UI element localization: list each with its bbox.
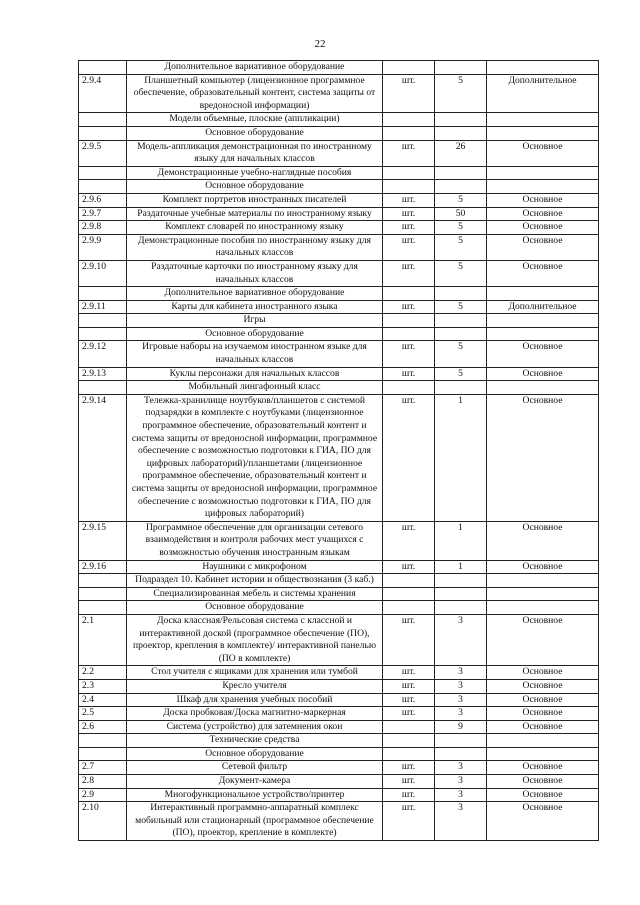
row-type-cell: Основное	[487, 207, 599, 221]
row-unit-cell: шт.	[383, 802, 435, 841]
row-quantity-cell	[435, 314, 487, 328]
row-number-cell	[79, 287, 127, 301]
row-quantity-cell	[435, 166, 487, 180]
row-type-cell: Основное	[487, 761, 599, 775]
row-unit-cell	[383, 126, 435, 140]
row-unit-cell: шт.	[383, 614, 435, 665]
row-type-cell	[487, 747, 599, 761]
row-name-cell: Куклы персонажи для начальных классов	[127, 367, 383, 381]
row-name-cell: Демонстрационные пособия по иностранному языку для начальных классов	[127, 234, 383, 260]
table-row	[79, 234, 599, 260]
row-type-cell: Дополнительное	[487, 300, 599, 314]
row-type-cell: Основное	[487, 521, 599, 560]
row-unit-cell	[383, 381, 435, 395]
table-section-header-row	[79, 113, 599, 127]
table-row	[79, 707, 599, 721]
row-name-cell: Игры	[127, 314, 383, 328]
row-type-cell	[487, 287, 599, 301]
row-type-cell: Основное	[487, 666, 599, 680]
row-quantity-cell: 5	[435, 367, 487, 381]
table-row	[79, 788, 599, 802]
row-quantity-cell: 3	[435, 802, 487, 841]
row-number-cell	[79, 747, 127, 761]
equipment-table	[78, 60, 599, 841]
table-row	[79, 140, 599, 166]
row-name-cell: Комплект словарей по иностранному языку	[127, 221, 383, 235]
row-unit-cell: шт.	[383, 788, 435, 802]
row-number-cell: 2.3	[79, 679, 127, 693]
row-number-cell: 2.7	[79, 761, 127, 775]
row-quantity-cell: 1	[435, 521, 487, 560]
row-name-cell: Планшетный компьютер (лицензионное программное обеспечение, образовательный контент, система защиты от вредоносной информации)	[127, 74, 383, 113]
row-name-cell: Интерактивный программно-аппаратный комплекс мобильный или стационарный (программное обеспечение (ПО), проектор, крепление в комплекте)	[127, 802, 383, 841]
row-type-cell: Основное	[487, 788, 599, 802]
row-quantity-cell: 5	[435, 74, 487, 113]
row-number-cell: 2.9	[79, 788, 127, 802]
row-unit-cell: шт.	[383, 260, 435, 286]
row-quantity-cell: 1	[435, 394, 487, 521]
table-section-header-row	[79, 601, 599, 615]
row-type-cell: Основное	[487, 693, 599, 707]
row-number-cell: 2.6	[79, 720, 127, 734]
row-quantity-cell	[435, 381, 487, 395]
row-unit-cell	[383, 574, 435, 588]
row-name-cell: Сетевой фильтр	[127, 761, 383, 775]
table-section-header-row	[79, 587, 599, 601]
row-type-cell: Дополнительное	[487, 74, 599, 113]
row-number-cell	[79, 327, 127, 341]
row-unit-cell: шт.	[383, 234, 435, 260]
row-unit-cell: шт.	[383, 367, 435, 381]
row-unit-cell: шт.	[383, 707, 435, 721]
row-type-cell: Основное	[487, 193, 599, 207]
row-type-cell: Основное	[487, 720, 599, 734]
row-number-cell	[79, 180, 127, 194]
row-quantity-cell: 1	[435, 560, 487, 574]
row-type-cell: Основное	[487, 802, 599, 841]
row-unit-cell	[383, 166, 435, 180]
row-unit-cell	[383, 314, 435, 328]
row-quantity-cell: 3	[435, 679, 487, 693]
row-number-cell	[79, 61, 127, 75]
row-name-cell: Документ-камера	[127, 775, 383, 789]
table-row	[79, 341, 599, 367]
row-type-cell: Основное	[487, 679, 599, 693]
row-unit-cell	[383, 747, 435, 761]
row-quantity-cell: 3	[435, 761, 487, 775]
row-quantity-cell	[435, 113, 487, 127]
row-unit-cell: шт.	[383, 221, 435, 235]
table-row	[79, 614, 599, 665]
row-unit-cell	[383, 587, 435, 601]
table-section-header-row	[79, 287, 599, 301]
row-name-cell: Кресло учителя	[127, 679, 383, 693]
table-row	[79, 394, 599, 521]
row-number-cell: 2.9.15	[79, 521, 127, 560]
row-type-cell: Основное	[487, 775, 599, 789]
table-section-header-row	[79, 180, 599, 194]
table-section-header-row	[79, 381, 599, 395]
table-row	[79, 775, 599, 789]
equipment-table-body	[79, 61, 599, 841]
row-unit-cell	[383, 61, 435, 75]
row-type-cell	[487, 166, 599, 180]
row-quantity-cell: 5	[435, 260, 487, 286]
row-quantity-cell: 5	[435, 234, 487, 260]
table-row	[79, 693, 599, 707]
row-type-cell: Основное	[487, 234, 599, 260]
row-name-cell: Модели объемные, плоские (аппликации)	[127, 113, 383, 127]
table-section-header-row	[79, 747, 599, 761]
row-name-cell: Доска пробковая/Доска магнитно-маркерная	[127, 707, 383, 721]
row-number-cell: 2.9.11	[79, 300, 127, 314]
row-name-cell: Программное обеспечение для организации сетевого взаимодействия и контроля рабочих мест учащихся с возможностью обучения иностранным языкам	[127, 521, 383, 560]
table-row	[79, 74, 599, 113]
row-number-cell: 2.2	[79, 666, 127, 680]
table-row	[79, 521, 599, 560]
row-number-cell: 2.9.12	[79, 341, 127, 367]
row-number-cell: 2.9.5	[79, 140, 127, 166]
row-unit-cell: шт.	[383, 521, 435, 560]
row-quantity-cell	[435, 180, 487, 194]
row-unit-cell	[383, 734, 435, 748]
row-name-cell: Тележка-хранилище ноутбуков/планшетов с системой подзарядки в комплекте с ноутбуками (лицензионное программное обеспечение, образовательный контент и система защиты от вредоносной информации, программное обеспечение с возможностью подготовки к ГИА, ПО для цифровых лабораторий)/планшетами (лицензионное программное обеспечение, образовательный контент и система защиты от вредоносной информации, программное обеспечение с возможностью подготовки к ГИА, ПО для цифровых лабораторий)	[127, 394, 383, 521]
row-name-cell: Карты для кабинета иностранного языка	[127, 300, 383, 314]
row-type-cell	[487, 381, 599, 395]
row-unit-cell	[383, 720, 435, 734]
table-section-header-row	[79, 314, 599, 328]
row-quantity-cell: 5	[435, 300, 487, 314]
table-section-header-row	[79, 734, 599, 748]
row-quantity-cell	[435, 574, 487, 588]
row-unit-cell: шт.	[383, 193, 435, 207]
table-section-header-row	[79, 327, 599, 341]
row-number-cell: 2.9.10	[79, 260, 127, 286]
row-type-cell: Основное	[487, 221, 599, 235]
row-name-cell: Дополнительное вариативное оборудование	[127, 287, 383, 301]
row-quantity-cell	[435, 747, 487, 761]
table-section-header-row	[79, 61, 599, 75]
row-number-cell: 2.9.7	[79, 207, 127, 221]
row-quantity-cell: 5	[435, 341, 487, 367]
row-unit-cell: шт.	[383, 679, 435, 693]
row-unit-cell	[383, 287, 435, 301]
row-quantity-cell	[435, 327, 487, 341]
row-type-cell: Основное	[487, 367, 599, 381]
row-type-cell	[487, 734, 599, 748]
row-name-cell: Основное оборудование	[127, 180, 383, 194]
row-number-cell	[79, 601, 127, 615]
row-unit-cell: шт.	[383, 300, 435, 314]
table-row	[79, 802, 599, 841]
row-quantity-cell	[435, 734, 487, 748]
row-number-cell	[79, 126, 127, 140]
row-unit-cell: шт.	[383, 341, 435, 367]
row-name-cell: Подраздел 10. Кабинет истории и обществознания (3 каб.)	[127, 574, 383, 588]
row-type-cell	[487, 180, 599, 194]
row-number-cell	[79, 314, 127, 328]
row-unit-cell: шт.	[383, 693, 435, 707]
row-number-cell: 2.4	[79, 693, 127, 707]
row-name-cell: Мобильный лингафонный класс	[127, 381, 383, 395]
row-quantity-cell: 3	[435, 666, 487, 680]
row-unit-cell	[383, 601, 435, 615]
row-type-cell	[487, 61, 599, 75]
row-number-cell	[79, 381, 127, 395]
row-number-cell: 2.5	[79, 707, 127, 721]
row-number-cell: 2.9.13	[79, 367, 127, 381]
row-number-cell: 2.9.16	[79, 560, 127, 574]
row-name-cell: Шкаф для хранения учебных пособий	[127, 693, 383, 707]
row-number-cell: 2.9.8	[79, 221, 127, 235]
row-type-cell	[487, 314, 599, 328]
row-quantity-cell: 5	[435, 221, 487, 235]
row-type-cell	[487, 126, 599, 140]
table-row	[79, 207, 599, 221]
row-number-cell	[79, 734, 127, 748]
row-quantity-cell: 5	[435, 193, 487, 207]
row-name-cell: Технические средства	[127, 734, 383, 748]
row-type-cell: Основное	[487, 614, 599, 665]
table-row	[79, 221, 599, 235]
row-type-cell: Основное	[487, 140, 599, 166]
row-number-cell: 2.9.4	[79, 74, 127, 113]
row-name-cell: Основное оборудование	[127, 601, 383, 615]
row-unit-cell: шт.	[383, 775, 435, 789]
row-unit-cell: шт.	[383, 74, 435, 113]
row-unit-cell	[383, 180, 435, 194]
table-section-header-row	[79, 574, 599, 588]
row-quantity-cell: 3	[435, 614, 487, 665]
row-unit-cell: шт.	[383, 394, 435, 521]
row-unit-cell	[383, 113, 435, 127]
row-unit-cell: шт.	[383, 140, 435, 166]
row-quantity-cell: 3	[435, 788, 487, 802]
row-name-cell: Многофункциональное устройство/принтер	[127, 788, 383, 802]
row-type-cell	[487, 587, 599, 601]
row-unit-cell: шт.	[383, 207, 435, 221]
row-type-cell: Основное	[487, 260, 599, 286]
table-row	[79, 367, 599, 381]
row-quantity-cell: 26	[435, 140, 487, 166]
row-number-cell	[79, 166, 127, 180]
row-quantity-cell: 9	[435, 720, 487, 734]
page-number: 22	[314, 38, 326, 50]
row-name-cell: Модель-аппликация демонстрационная по иностранному языку для начальных классов	[127, 140, 383, 166]
row-type-cell	[487, 327, 599, 341]
row-type-cell: Основное	[487, 707, 599, 721]
row-number-cell: 2.8	[79, 775, 127, 789]
row-quantity-cell: 3	[435, 693, 487, 707]
table-row	[79, 666, 599, 680]
row-number-cell: 2.1	[79, 614, 127, 665]
row-number-cell: 2.9.9	[79, 234, 127, 260]
row-number-cell	[79, 574, 127, 588]
row-name-cell: Наушники с микрофоном	[127, 560, 383, 574]
row-number-cell	[79, 587, 127, 601]
row-name-cell: Комплект портретов иностранных писателей	[127, 193, 383, 207]
row-quantity-cell: 3	[435, 775, 487, 789]
row-type-cell	[487, 113, 599, 127]
row-quantity-cell	[435, 587, 487, 601]
row-name-cell: Основное оборудование	[127, 747, 383, 761]
row-number-cell: 2.9.6	[79, 193, 127, 207]
table-section-header-row	[79, 126, 599, 140]
row-number-cell: 2.10	[79, 802, 127, 841]
table-row	[79, 560, 599, 574]
row-name-cell: Игровые наборы на изучаемом иностранном языке для начальных классов	[127, 341, 383, 367]
row-number-cell: 2.9.14	[79, 394, 127, 521]
table-row	[79, 720, 599, 734]
table-section-header-row	[79, 166, 599, 180]
row-unit-cell: шт.	[383, 666, 435, 680]
row-name-cell: Дополнительное вариативное оборудование	[127, 61, 383, 75]
row-unit-cell	[383, 327, 435, 341]
row-name-cell: Основное оборудование	[127, 327, 383, 341]
row-type-cell	[487, 601, 599, 615]
row-name-cell: Система (устройство) для затемнения окон	[127, 720, 383, 734]
row-name-cell: Стол учителя с ящиками для хранения или тумбой	[127, 666, 383, 680]
row-quantity-cell	[435, 287, 487, 301]
row-name-cell: Основное оборудование	[127, 126, 383, 140]
row-name-cell: Демонстрационные учебно-наглядные пособия	[127, 166, 383, 180]
row-type-cell	[487, 574, 599, 588]
row-quantity-cell	[435, 126, 487, 140]
row-unit-cell: шт.	[383, 560, 435, 574]
row-quantity-cell: 50	[435, 207, 487, 221]
table-row	[79, 260, 599, 286]
row-name-cell: Раздаточные карточки по иностранному языку для начальных классов	[127, 260, 383, 286]
row-name-cell: Раздаточные учебные материалы по иностранному языку	[127, 207, 383, 221]
row-quantity-cell	[435, 601, 487, 615]
row-type-cell: Основное	[487, 560, 599, 574]
row-type-cell: Основное	[487, 341, 599, 367]
table-row	[79, 300, 599, 314]
table-row	[79, 679, 599, 693]
table-row	[79, 761, 599, 775]
row-unit-cell: шт.	[383, 761, 435, 775]
row-number-cell	[79, 113, 127, 127]
row-name-cell: Специализированная мебель и системы хранения	[127, 587, 383, 601]
row-type-cell: Основное	[487, 394, 599, 521]
table-row	[79, 193, 599, 207]
row-quantity-cell: 3	[435, 707, 487, 721]
row-name-cell: Доска классная/Рельсовая система с классной и интерактивной доской (программное обеспечение (ПО), проектор, крепления в комплекте)/ интерактивной панелью (ПО в комплекте)	[127, 614, 383, 665]
row-quantity-cell	[435, 61, 487, 75]
